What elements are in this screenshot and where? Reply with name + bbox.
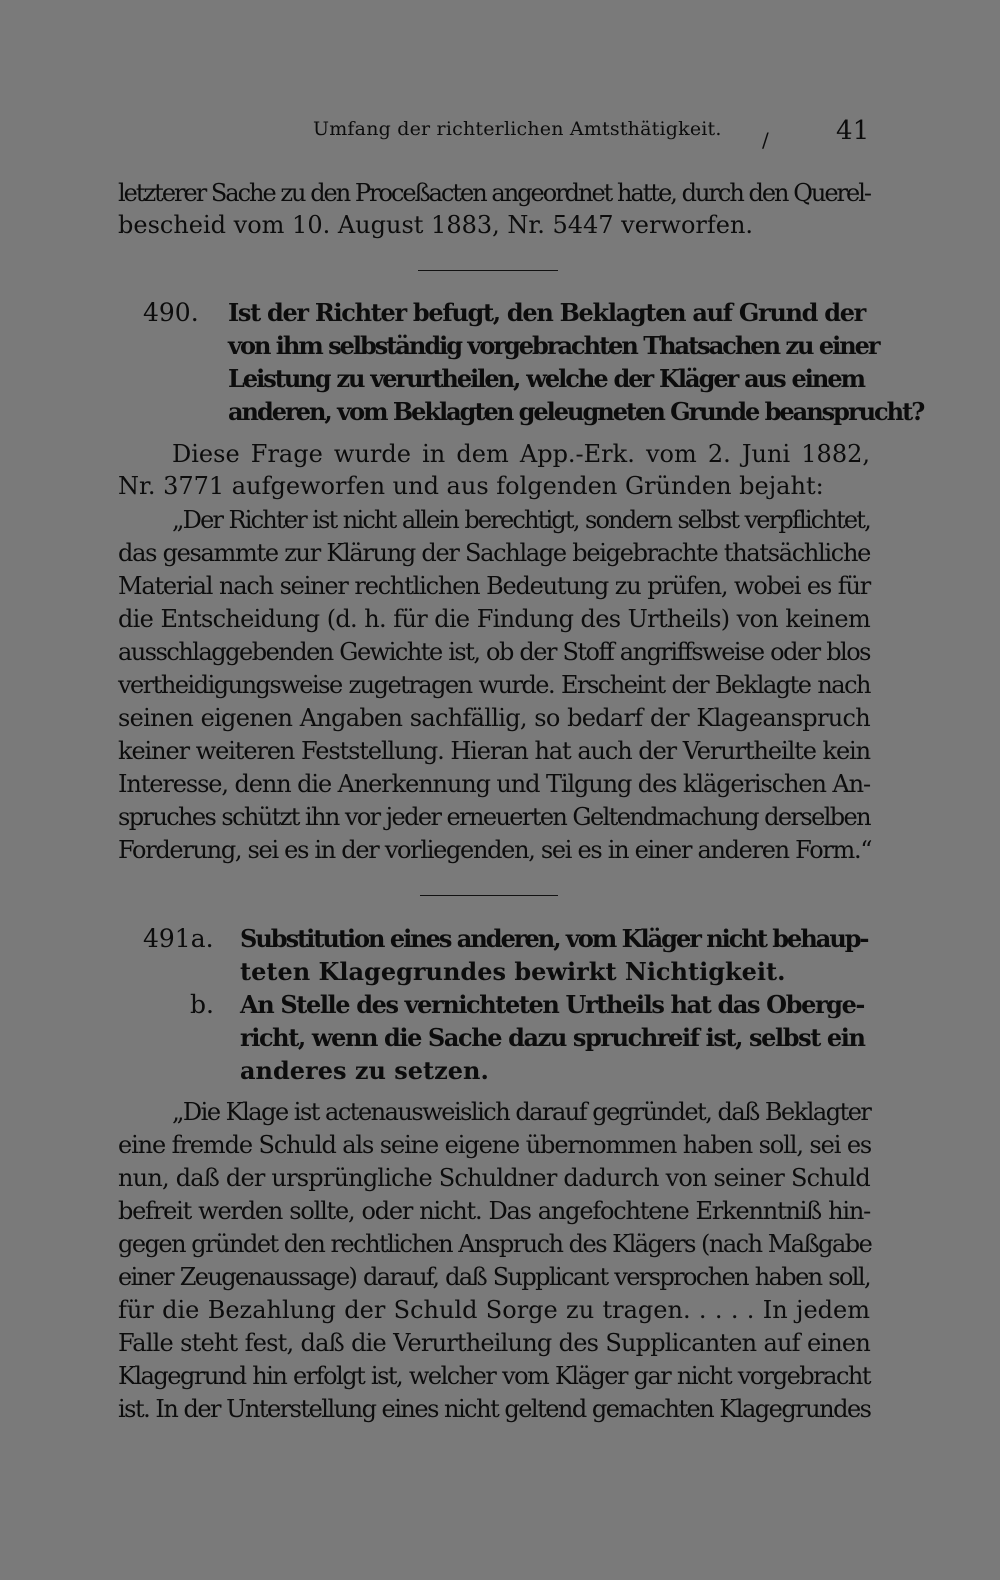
body-line: ist. In der Unterstellung eines nicht geltend gemachten Klagegrundes	[118, 1395, 871, 1423]
page-number: 41	[836, 116, 870, 146]
pencil-mark: /	[762, 128, 769, 152]
section-number-491b: b.	[190, 990, 214, 1019]
section-heading-line: von ihm selbständig vorgebrachten Thatsachen zu einer	[228, 331, 879, 360]
body-line: Klagegrund hin erfolgt ist, welcher vom Kläger gar nicht vorgebracht	[118, 1362, 870, 1390]
body-line: für die Bezahlung der Schuld Sorge zu tragen. . . . . In jedem	[118, 1296, 870, 1324]
body-line: Interesse, denn die Anerkennung und Tilgung des klägerischen An-	[118, 770, 870, 798]
section-number-491a: 491a.	[143, 924, 214, 953]
body-line: eine fremde Schuld als seine eigene übernommen haben soll, sei es	[118, 1131, 872, 1159]
section-divider	[420, 895, 558, 896]
body-line: keiner weiteren Feststellung. Hieran hat auch der Verurtheilte kein	[118, 737, 870, 765]
body-line: „Der Richter ist nicht allein berechtigt, sondern selbst verpflichtet,	[172, 506, 870, 534]
section-heading-line: anderen, vom Beklagten geleugneten Grunde beansprucht?	[228, 397, 924, 426]
body-line: befreit werden sollte, oder nicht. Das angefochtene Erkenntniß hin-	[118, 1197, 870, 1225]
body-line: einer Zeugenaussage) darauf, daß Supplicant versprochen haben soll,	[118, 1263, 870, 1291]
body-line: Diese Frage wurde in dem App.-Erk. vom 2. Juni 1882,	[172, 440, 870, 468]
body-line: seinen eigenen Angaben sachfällig, so bedarf der Klageanspruch	[118, 704, 870, 732]
running-title: Umfang der richterlichen Amtsthätigkeit.	[313, 118, 722, 140]
section-heading-line: teten Klagegrundes bewirkt Nichtigkeit.	[240, 957, 786, 986]
body-line: Falle steht fest, daß die Verurtheilung des Supplicanten auf einen	[118, 1329, 870, 1357]
body-line: Forderung, sei es in der vorliegenden, sei es in einer anderen Form.“	[118, 836, 872, 864]
body-line: spruches schützt ihn vor jeder erneuerten Geltendmachung derselben	[118, 803, 870, 831]
section-heading-line: richt, wenn die Sache dazu spruchreif ist, selbst ein	[240, 1023, 865, 1052]
section-heading-line: anderes zu setzen.	[240, 1056, 489, 1085]
section-heading-line: Ist der Richter befugt, den Beklagten auf Grund der	[228, 298, 866, 327]
section-heading-line: Substitution eines anderen, vom Kläger nicht behaup-	[240, 924, 868, 953]
body-line: das gesammte zur Klärung der Sachlage beigebrachte thatsächliche	[118, 539, 870, 567]
body-line: die Entscheidung (d. h. für die Findung des Urtheils) von keinem	[118, 605, 870, 633]
body-line: Material nach seiner rechtlichen Bedeutung zu prüfen, wobei es für	[118, 572, 870, 600]
body-line: vertheidigungsweise zugetragen wurde. Erscheint der Beklagte nach	[118, 671, 870, 699]
section-heading-line: An Stelle des vernichteten Urtheils hat das Oberge-	[240, 990, 864, 1019]
body-line: nun, daß der ursprüngliche Schuldner dadurch von seiner Schuld	[118, 1164, 870, 1192]
body-line: ausschlaggebenden Gewichte ist, ob der Stoff angriffsweise oder blos	[118, 638, 870, 666]
body-line: Nr. 3771 aufgeworfen und aus folgenden Gründen bejaht:	[118, 472, 824, 500]
section-divider	[418, 270, 558, 271]
body-line: gegen gründet den rechtlichen Anspruch des Klägers (nach Maßgabe	[118, 1230, 872, 1258]
section-number-490: 490.	[143, 298, 199, 327]
body-line: „Die Klage ist actenausweislich darauf gegründet, daß Beklagter	[172, 1098, 871, 1126]
intro-line: bescheid vom 10. August 1883, Nr. 5447 verworfen.	[118, 211, 754, 239]
intro-line: letzterer Sache zu den Proceßacten angeordnet hatte, durch den Querel-	[118, 179, 870, 207]
section-heading-line: Leistung zu verurtheilen, welche der Kläger aus einem	[228, 364, 864, 393]
